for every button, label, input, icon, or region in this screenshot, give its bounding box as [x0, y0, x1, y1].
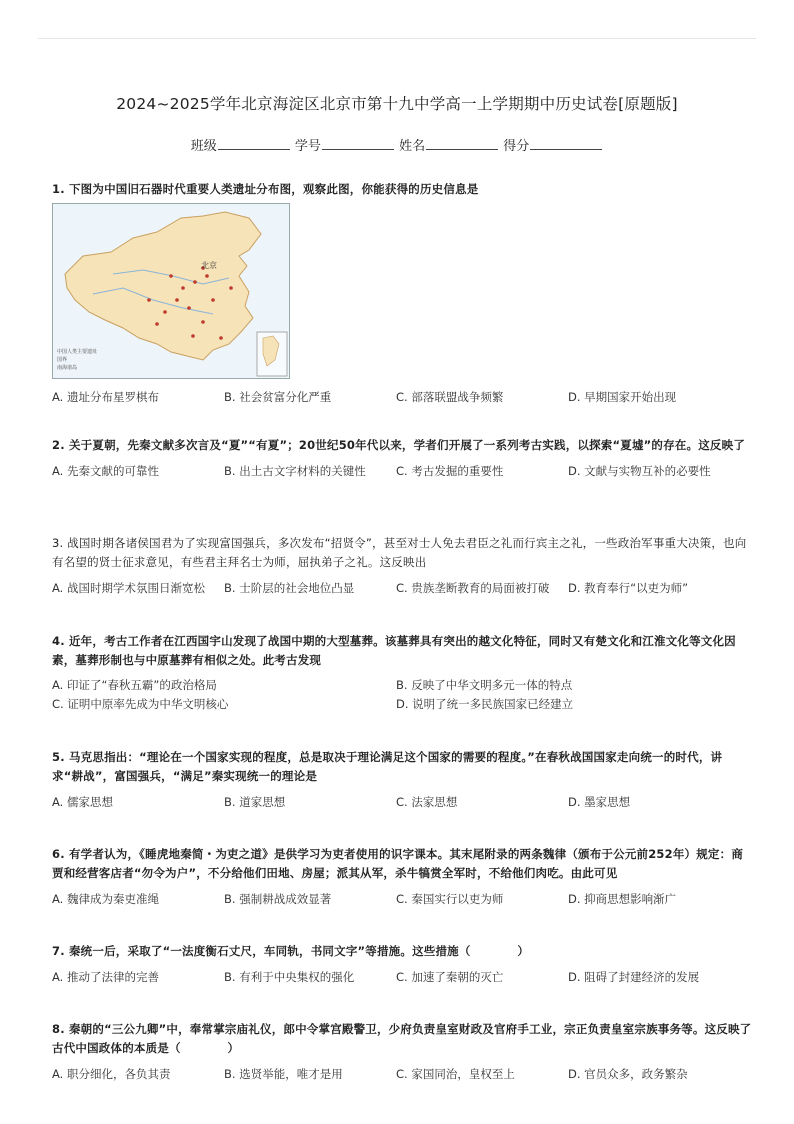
option-d[interactable]: D. 墨家思想: [568, 795, 631, 809]
question-stem: 1. 下图为中国旧石器时代重要人类遗址分布图，观察此图，你能获得的历史信息是: [52, 182, 479, 196]
option-b[interactable]: B. 反映了中华文明多元一体的特点: [396, 678, 573, 692]
question-8: [52, 1020, 752, 1082]
option-a[interactable]: A. 魏律成为秦吏准绳: [52, 892, 159, 906]
option-d[interactable]: D. 早期国家开始出现: [568, 390, 677, 404]
class-blank: [218, 137, 290, 150]
option-b[interactable]: B. 有利于中央集权的强化: [224, 970, 355, 984]
score-label: 得分: [503, 139, 530, 154]
option-a[interactable]: A. 战国时期学术氛围日渐宽松: [52, 581, 205, 595]
option-d[interactable]: D. 说明了统一多民族国家已经建立: [396, 697, 574, 711]
question-1: [52, 180, 752, 405]
question-5: [52, 748, 752, 810]
legend-item: 中国人类主要遗址: [57, 349, 98, 355]
legend-item: 国界: [57, 357, 68, 363]
question-stem: 7. 秦统一后，采取了“一法度衡石丈尺，车同轨，书同文字”等措施。这些措施（ ）: [52, 944, 530, 958]
page-title: 2024~2025学年北京海淀区北京市第十九中学高一上学期期中历史试卷[原题版]: [116, 95, 678, 113]
option-c[interactable]: C. 法家思想: [396, 795, 458, 809]
option-b[interactable]: B. 社会贫富分化严重: [224, 390, 332, 404]
student-info-line: [0, 135, 794, 154]
option-a[interactable]: A. 先秦文献的可靠性: [52, 464, 159, 478]
class-label: 班级: [190, 139, 217, 154]
option-a[interactable]: A. 印证了“春秋五霸”的政治格局: [52, 678, 217, 692]
option-c[interactable]: C. 考古发掘的重要性: [396, 464, 504, 478]
beijing-label: 北京: [201, 261, 217, 270]
option-b[interactable]: B. 士阶层的社会地位凸显: [224, 581, 355, 595]
question-7: [52, 942, 752, 985]
question-6: [52, 845, 752, 907]
question-stem: 3. 战国时期各诸侯国君为了实现富国强兵，多次发布“招贤令”，甚至对士人免去君臣之礼而行宾主之礼，一些政治军事重大决策，也向有名望的贤士征求意见，有些君主拜名士为师，屈执弟子之礼。这反映出: [52, 536, 747, 569]
option-c[interactable]: C. 家国同治，皇权至上: [396, 1067, 515, 1081]
map-legend: [57, 348, 97, 372]
option-c[interactable]: C. 证明中原率先成为中华文明核心: [52, 697, 229, 711]
question-stem: 4. 近年，考古工作者在江西国宇山发现了战国中期的大型墓葬。该墓葬具有突出的越文化特征，同时又有楚文化和江淮文化等文化因素，墓葬形制也与中原墓葬有相似之处。此考古发现: [52, 634, 736, 667]
option-a[interactable]: A. 推动了法律的完善: [52, 970, 159, 984]
paleolithic-sites-map: [52, 203, 290, 379]
top-rule: [38, 38, 756, 39]
option-a[interactable]: A. 儒家思想: [52, 795, 113, 809]
option-b[interactable]: B. 选贤举能，唯才是用: [224, 1067, 343, 1081]
option-d[interactable]: D. 文献与实物互补的必要性: [568, 464, 711, 478]
name-label: 姓名: [399, 139, 426, 154]
question-stem: 8. 秦朝的“三公九卿”中，奉常掌宗庙礼仪，郎中令掌宫殿警卫，少府负责皇室财政及官府手工业，宗正负责皇室宗族事务等。这反映了古代中国政体的本质是（ ）: [52, 1022, 752, 1055]
option-d[interactable]: D. 教育奉行“以吏为师”: [568, 581, 689, 595]
question-2: [52, 436, 752, 479]
option-d[interactable]: D. 阻碍了封建经济的发展: [568, 970, 700, 984]
question-3: [52, 534, 752, 596]
name-blank: [426, 137, 498, 150]
question-stem: 6. 有学者认为，《睡虎地秦简・为吏之道》是供学习为吏者使用的识字课本。其末尾附录的两条魏律（颁布于公元前252年）规定：商贾和经营客店者“勿令为户”，不分给他们田地、房屋；派其从军，杀牛犒赏全军时，不给他们肉吃。由此可见: [52, 847, 744, 880]
option-c[interactable]: C. 贵族垄断教育的局面被打破: [396, 581, 550, 595]
option-d[interactable]: D. 抑商思想影响渐广: [568, 892, 677, 906]
option-b[interactable]: B. 强制耕战成效显著: [224, 892, 332, 906]
score-blank: [530, 137, 602, 150]
question-4: [52, 632, 752, 712]
question-stem: 2. 关于夏朝，先秦文献多次言及“夏”“有夏”；20世纪50年代以来，学者们开展了一系列考古实践，以探索“夏墟”的存在。这反映了: [52, 438, 746, 452]
id-blank: [322, 137, 394, 150]
question-stem: 5. 马克思指出：“理论在一个国家实现的程度，总是取决于理论满足这个国家的需要的程度。”在春秋战国国家走向统一的时代，讲求“耕战”，富国强兵，“满足”秦实现统一的理论是: [52, 750, 723, 783]
id-label: 学号: [294, 139, 321, 154]
option-b[interactable]: B. 道家思想: [224, 795, 286, 809]
option-a[interactable]: A. 职分细化，各负其责: [52, 1067, 171, 1081]
option-b[interactable]: B. 出土古文字材料的关键性: [224, 464, 366, 478]
option-c[interactable]: C. 部落联盟战争频繁: [396, 390, 504, 404]
legend-item: 南海诸岛: [57, 365, 78, 371]
option-d[interactable]: D. 官员众多，政务繁杂: [568, 1067, 688, 1081]
option-c[interactable]: C. 秦国实行以吏为师: [396, 892, 504, 906]
option-a[interactable]: A. 遗址分布星罗棋布: [52, 390, 159, 404]
option-c[interactable]: C. 加速了秦朝的灭亡: [396, 970, 504, 984]
